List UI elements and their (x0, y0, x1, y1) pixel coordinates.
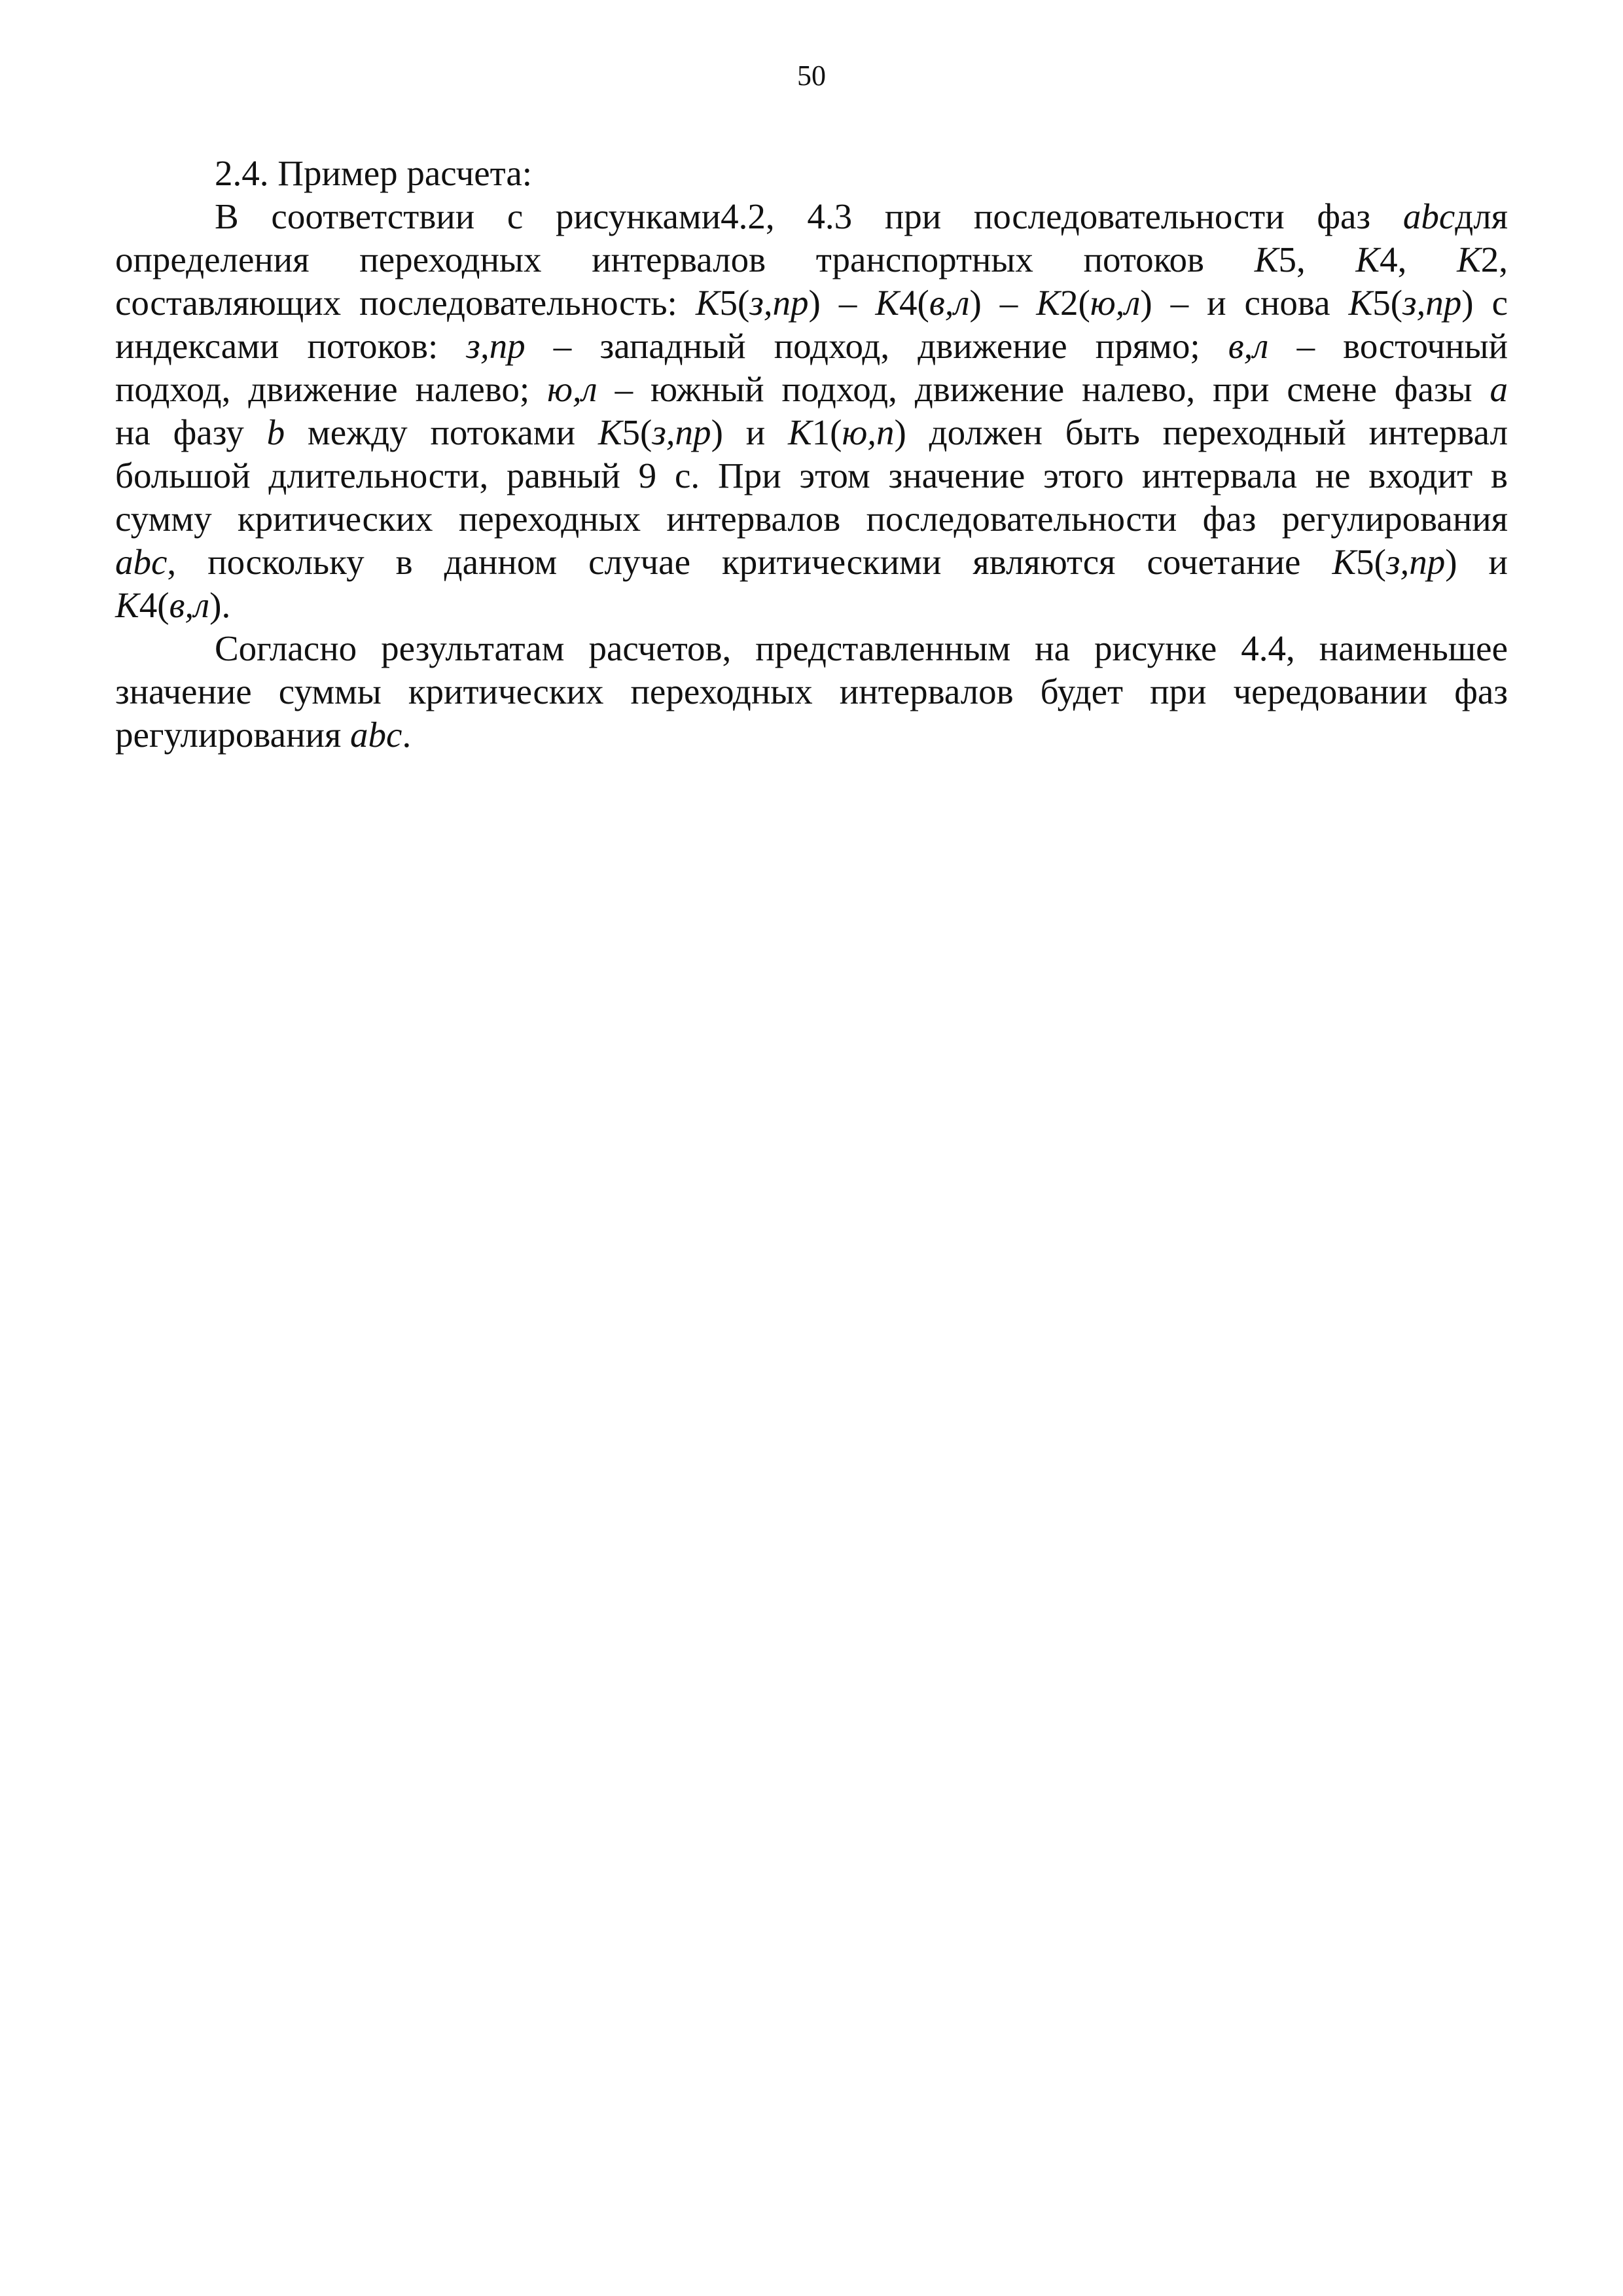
paragraph-line: В соответствии с рисунками4.2, 4.3 при последовательности фаз abcдля (215, 196, 1508, 236)
paragraph-line: регулирования abc. (115, 715, 412, 755)
paragraph-line: большой длительности, равный 9 с. При этом значение этого интервала не входит в (115, 456, 1508, 495)
document-body (115, 152, 1508, 757)
paragraph-line: сумму критических переходных интервалов последовательности фаз регулирования (115, 499, 1508, 539)
section-heading: 2.4. Пример расчета: (215, 153, 533, 193)
paragraph-line: составляющих последовательность: K5(з,пр) – K4(в,л) – K2(ю,л) – и снова K5(з,пр) с (115, 283, 1508, 323)
paragraph-line: индексами потоков: з,пр – западный подход, движение прямо; в,л – восточный (115, 326, 1508, 366)
paragraph-line: K4(в,л). (115, 585, 231, 625)
paragraph-2 (115, 627, 1508, 757)
paragraph-line: abc, поскольку в данном случае критическими являются сочетание K5(з,пр) и (115, 542, 1508, 582)
paragraph-line: определения переходных интервалов транспортных потоков K5, K4, K2, (115, 240, 1508, 279)
page-number: 50 (797, 60, 826, 92)
paragraph-line: Согласно результатам расчетов, представленным на рисунке 4.4, наименьшее (215, 628, 1508, 668)
paragraph-line: подход, движение налево; ю,л – южный подход, движение налево, при смене фазы a (115, 369, 1508, 409)
paragraph-line: на фазу b между потоками K5(з,пр) и K1(ю,п) должен быть переходный интервал (115, 412, 1508, 452)
paragraph-1 (115, 195, 1508, 627)
paragraph-line: значение суммы критических переходных интервалов будет при чередовании фаз (115, 672, 1508, 711)
